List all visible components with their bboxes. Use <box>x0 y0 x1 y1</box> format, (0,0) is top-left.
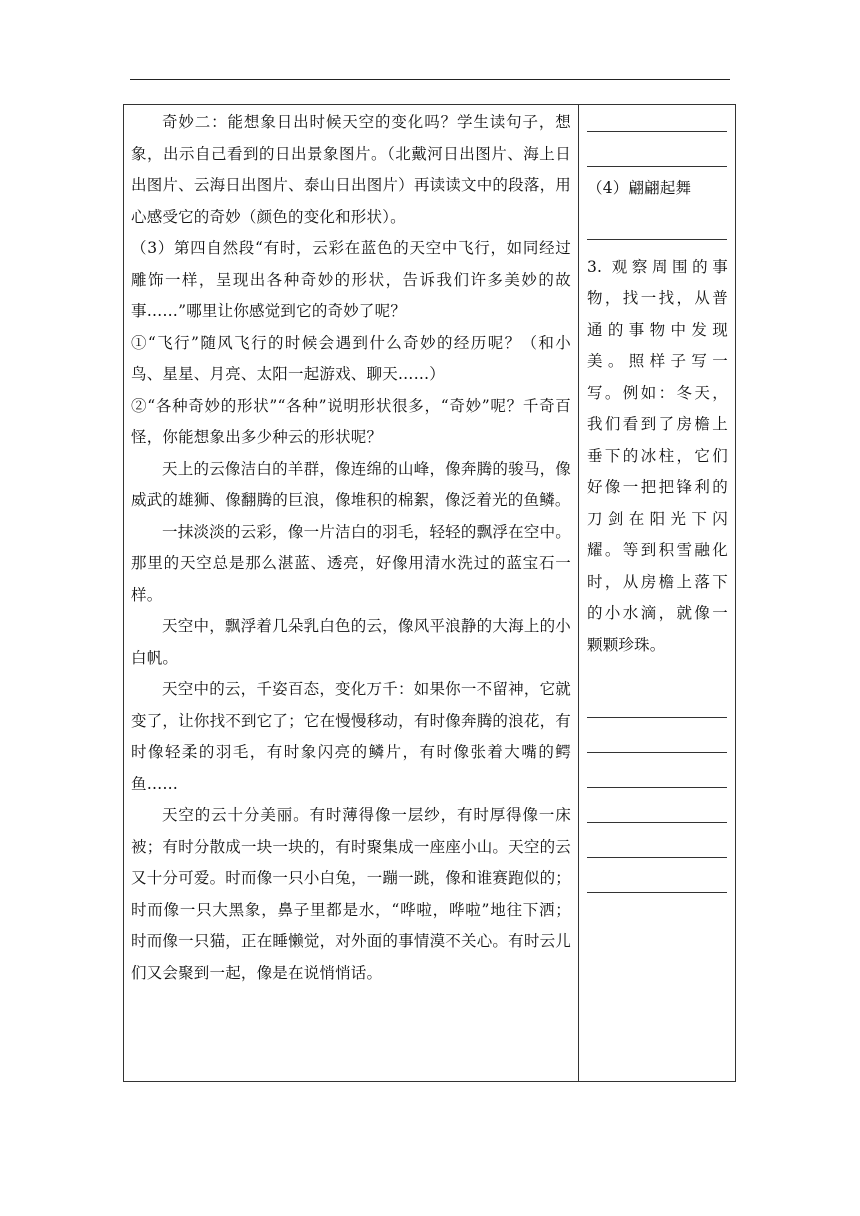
answer-blank[interactable] <box>587 136 727 167</box>
right-column <box>587 107 728 897</box>
item-3-prompt: 3. 观察周围的事物，找一找，从普通的事物中发现美。照样子写一写。例如：冬天，我们看到了房檐上垂下的冰柱，它们好像一把把锋利的刀剑在阳光下闪耀。等到积雪融化时，从房檐上落下的小水滴，就像一颗颗珍珠。 <box>587 257 728 654</box>
answer-blank[interactable] <box>587 862 727 893</box>
answer-blank[interactable] <box>587 757 727 788</box>
paragraph: 天空的云十分美丽。有时薄得像一层纱，有时厚得像一床被；有时分散成一块一块的，有时聚集成一座座小山。天空的云又十分可爱。时而像一只小白兔，一蹦一跳，像和谁赛跑似的；时而像一只大黑象，鼻子里都是水，“哗啦，哗啦”地往下洒；时而像一只猫，正在睡懒觉，对外面的事情漠不关心。有时云儿们又会聚到一起，像是在说悄悄话。 <box>131 806 571 982</box>
answer-blank[interactable] <box>587 827 727 858</box>
lesson-table <box>123 104 736 1082</box>
item-4-label: （4）翩翩起舞 <box>587 179 692 197</box>
header-rule <box>130 79 730 80</box>
paragraph: 天上的云像洁白的羊群，像连绵的山峰，像奔腾的骏马，像威武的雄狮、像翻腾的巨浪，像堆积的棉絮，像泛着光的鱼鳞。 <box>131 459 571 509</box>
paragraph: 天空中的云，千姿百态，变化万千：如果你一不留神，它就变了，让你找不到它了；它在慢慢移动，有时像奔腾的浪花，有时像轻柔的羽毛，有时象闪亮的鳞片，有时像张着大嘴的鳄鱼…… <box>131 680 571 793</box>
paragraph: ①“飞行”随风飞行的时候会遇到什么奇妙的经历呢？（和小鸟、星星、月亮、太阳一起游戏、聊天……） <box>131 333 571 383</box>
answer-blank[interactable] <box>587 687 727 718</box>
answer-blank[interactable] <box>587 722 727 753</box>
left-column <box>131 107 571 989</box>
paragraph: （3）第四自然段“有时，云彩在蓝色的天空中飞行，如同经过雕饰一样，呈现出各种奇妙的形状，告诉我们许多美妙的故事……”哪里让你感觉到它的奇妙了呢？ <box>131 239 571 320</box>
answer-blank[interactable] <box>587 209 727 240</box>
paragraph: 一抹淡淡的云彩，像一片洁白的羽毛，轻轻的飘浮在空中。那里的天空总是那么湛蓝、透亮，好像用清水洗过的蓝宝石一样。 <box>131 522 571 604</box>
paragraph: ②“各种奇妙的形状”“各种”说明形状很多，“奇妙”呢？千奇百怪，你能想象出多少种云的形状呢？ <box>131 396 571 446</box>
spacer <box>587 244 728 252</box>
spacer <box>587 661 728 687</box>
answer-blank[interactable] <box>587 792 727 823</box>
column-divider <box>578 105 579 1081</box>
paragraph: 奇妙二：能想象日出时候天空的变化吗？学生读句子，想象，出示自己看到的日出景象图片。（北戴河日出图片、海上日出图片、云海日出图片、泰山日出图片）再读读文中的段落，用心感受它的奇妙（颜色的变化和形状）。 <box>131 113 571 226</box>
paragraph: 天空中，飘浮着几朵乳白色的云，像风平浪静的大海上的小白帆。 <box>131 617 571 667</box>
answer-blank[interactable] <box>587 107 727 132</box>
